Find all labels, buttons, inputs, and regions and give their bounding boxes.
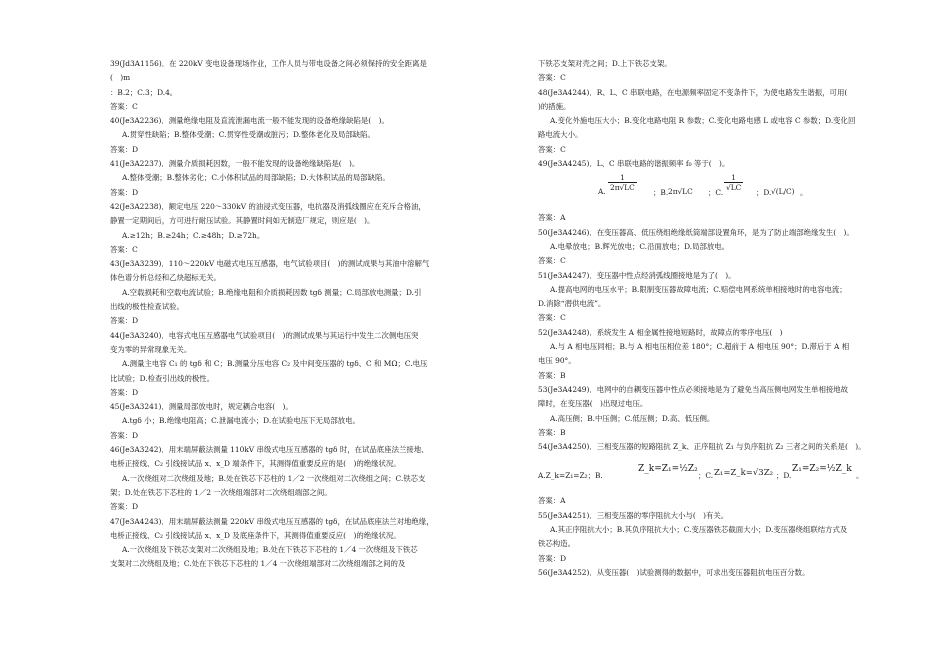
- text-line: 49(Je3A4245)．L、C 串联电路的谐振频率 f₀ 等于( )。: [538, 159, 730, 169]
- text-line: ：B.2；C.3；D.4。: [110, 87, 178, 97]
- text-line: 电桥正接线、C₂ 引线接试品 x、x_D 端条件下，其测得值重要反应的是( )的绝缘状况。: [110, 459, 401, 469]
- text-line: 答案：C: [538, 144, 566, 154]
- text-line: )的措施。: [538, 101, 571, 111]
- formula-54-option-d-label: ；D.: [776, 471, 792, 481]
- text-line: A.≥12h；B.≥24h；C.≥48h；D.≥72h。: [122, 230, 265, 240]
- text-line: A.其正序阻抗大小；B.其负序阻抗大小；C.变压器铁芯截面大小；D.变压器绕组联结方式及: [550, 525, 848, 535]
- text-line: 路电流大小。: [538, 130, 583, 140]
- text-line: 51(Je3A4247)．变压器中性点经消弧线圈接地是为了( )。: [538, 270, 736, 280]
- text-line: D.消除“潜供电流”。: [538, 299, 606, 309]
- fraction-numerator: 1: [608, 173, 637, 183]
- text-line: 43(Je3A3239)．110～220kV 电磁式电压互感器，电气试验项目( )的测试成果与其油中溶解气: [110, 259, 430, 269]
- text-line: 答案：D: [110, 387, 139, 397]
- text-line: 变为零的异常现象无关。: [110, 344, 192, 354]
- formula-49-option-b: 2π√LC: [668, 187, 693, 197]
- formula-q54: [538, 456, 890, 492]
- text-line: A.空载损耗和空载电流试验；B.绝缘电阻和介质损耗因数 tgδ 测量；C.局部放电测量；D.引: [122, 287, 422, 297]
- formula-49-option-c: [724, 173, 743, 192]
- text-line: 支架对二次绕组及地；C.处在下铁芯下芯柱的 1／4 一次绕组端部对二次绕组端部之间的及: [110, 559, 406, 569]
- text-line: 47(Je3A4243)．用末端屏蔽法测量 220kV 串级式电压互感器的 tgδ，在试品底座法兰对地绝缘，: [110, 516, 434, 526]
- text-line: A.提高电网的电压水平；B.限制变压器故障电流；C.赔偿电网系统单相接地时的电容电流；: [550, 284, 847, 294]
- fraction-denominator: √LC: [726, 183, 742, 193]
- text-line: 答案：C: [110, 244, 138, 254]
- text-line: 静置一定期间后，方可进行耐压试验。其静置时间如无制造厂规定，则应是( )。: [110, 216, 375, 226]
- text-line: A.一次绕组及下铁芯支架对二次绕组及地；B.处在下铁芯下芯柱的 1／4 一次绕组及下铁芯: [122, 545, 418, 555]
- text-line: 54(Je3A4250)．三相变压器的短路阻抗 Z_k、正序阻抗 Z₁ 与负序阻抗 Z₂ 三者之间的关系是( )。: [538, 442, 866, 452]
- text-line: 答案：B: [538, 370, 566, 380]
- questions-47-49: [538, 57, 890, 171]
- text-line: 体色谱分析总烃和乙炔超标无关。: [110, 273, 221, 283]
- fraction-denominator: 2π√LC: [610, 183, 635, 193]
- text-line: 55(Je3A4251)．三相变压器的零序阻抗大小与( )有关。: [538, 510, 729, 520]
- formula-49-option-d: √(L/C): [771, 187, 795, 197]
- formula-54-option-c-label: ；C.: [698, 471, 714, 481]
- formula-54-option-d: Z₁=Z₂=½Z_k: [792, 464, 852, 475]
- text-line: A.高压侧；B.中压侧；C.低压侧；D.高、低压侧。: [550, 413, 715, 423]
- formula-49-option-c-label: ；C.: [708, 188, 724, 198]
- fraction-numerator: 1: [724, 173, 743, 183]
- text-line: 答案：A: [538, 496, 566, 506]
- text-line: 答案：D: [110, 144, 139, 154]
- text-line: 53(Je3A4249)．电网中的自耦变压器中性点必须接地是为了避免当高压侧电网发生单相接地故: [538, 384, 849, 394]
- text-line: 答案：C: [538, 313, 566, 323]
- text-line: A.一次绕组对二次绕组及地；B.处在铁芯下芯柱的 1／2 一次绕组对二次绕组之间；C.铁芯支: [122, 473, 426, 483]
- text-line: 45(Je3A3241)．测量局部放电时，规定耦合电容( )。: [110, 402, 293, 412]
- text-line: 50(Je3A4246)．在变压器高、低压绕组绝缘纸筒端部设置角环，是为了防止端部绝缘发生( )。: [538, 227, 854, 237]
- text-line: 铁芯构造。: [538, 539, 575, 549]
- formula-54-option-b: Z_k=Z₁=½Z₂: [638, 464, 698, 475]
- text-line: ( )m: [110, 73, 131, 83]
- text-line: 56(Je3A4252)．从变压器( )试验测得的数据中，可求出变压器阻抗电压百分数。: [538, 567, 810, 577]
- questions-50-54: [538, 211, 890, 454]
- text-line: A.贯穿性缺陷；B.整体受潮；C.贯穿性受潮或脏污；D.整体老化及局部缺陷。: [122, 130, 375, 140]
- text-line: 答案：D: [110, 430, 139, 440]
- formula-49-option-b-label: ；B.: [653, 188, 669, 198]
- text-line: 41(Je3A2237)．测量介质损耗因数，一般不能发现的设备绝缘缺陷是( )。: [110, 159, 360, 169]
- text-line: 架；D.处在铁芯下芯柱的 1／2 一次绕组端部对二次绕组端部之间。: [110, 487, 332, 497]
- text-line: 答案：C: [110, 101, 138, 111]
- formula-q49: [538, 173, 890, 209]
- formula-49-end: 。: [800, 188, 808, 198]
- text-line: 答案：A: [538, 213, 566, 223]
- text-line: A.与 A 相电压同相；B.与 A 相电压相位差 180°；C.超前于 A 相电压 90°；D.滞后于 A 相: [550, 342, 850, 352]
- text-line: 障时，在变压器( )出现过电压。: [538, 399, 648, 409]
- text-line: 答案：C: [538, 256, 566, 266]
- formula-54-option-a: A.Z_k=Z₁=Z₂；B.: [538, 471, 603, 481]
- text-line: A.整体受潮；B.整体劣化；C.小体积试品的局部缺陷；D.大体积试品的局部缺陷。: [122, 173, 390, 183]
- text-line: 48(Je3A4244)．R、L、C 串联电路，在电源频率固定不变条件下，为使电路发生谐振，可用(: [538, 87, 848, 97]
- text-line: 40(Je3A2236)．测量绝缘电阻及直流泄漏电流一般不能发现的设备绝缘缺陷是( )。: [110, 116, 389, 126]
- text-line: 答案：D: [538, 553, 567, 563]
- text-line: 下铁芯支架对壳之间；D.上下铁芯支架。: [538, 59, 672, 68]
- formula-49-option-a: [608, 173, 637, 192]
- text-line: A.变化外施电压大小；B.变化电路电阻 R 参数；C.变化电路电感 L 或电容 C 参数；D.变化回: [550, 116, 856, 126]
- text-line: 答案：D: [110, 187, 139, 197]
- text-line: 电压 90°。: [538, 356, 576, 366]
- text-line: 电桥正接线、C₂ 引线接试品 x、x_D 及底座条件下，其测得值重要反应( )的绝缘状况。: [110, 530, 401, 540]
- formula-54-end: 。: [856, 471, 864, 481]
- text-line: 答案：C: [538, 73, 566, 83]
- text-line: 46(Je3A3242)．用末端屏蔽法测量 110kV 串级式电压互感器的 tgδ 时，在试品底座法兰接地、: [110, 445, 429, 455]
- text-line: A.tgδ 小；B.绝缘电阻高；C.泄漏电流小；D.在试验电压下无局部放电。: [122, 416, 360, 426]
- text-line: 52(Je3A4248)．系统发生 A 相金属性接地短路时，故障点的零序电压( ): [538, 327, 783, 337]
- text-line: 答案：D: [110, 502, 139, 512]
- questions-55-56: [538, 494, 890, 580]
- text-line: 44(Je3A3240)．电容式电压互感器电气试验项目( )的测试成果与其运行中发生二次侧电压突: [110, 330, 419, 340]
- text-line: 42(Je3A2238)．额定电压 220～330kV 的油浸式变压器，电抗器及消弧线圈应在充斥合格油，: [110, 201, 426, 211]
- text-line: A.测量主电容 C₁ 的 tgδ 和 C；B.测量分压电容 C₂ 及中间变压器的 tgδ、C 和 MΩ；C.电压: [122, 359, 428, 369]
- left-column: [110, 57, 470, 572]
- formula-49-option-a-label: A.: [598, 187, 606, 197]
- text-line: 出线的极性检查试验。: [110, 302, 184, 312]
- formula-49-option-d-label: ；D.: [756, 188, 772, 198]
- formula-54-option-c: Z₁=Z_k=√3Z₂: [714, 468, 774, 479]
- text-line: 比试验；D.检查引出线的极性。: [110, 373, 215, 383]
- text-line: A.电晕放电；B.辉光放电；C.沿面放电；D.局部放电。: [550, 241, 730, 251]
- text-line: 39(Jd3A1156)．在 220kV 变电设备现场作业，工作人员与带电设备之间必须保持的安全距离是: [110, 59, 427, 68]
- text-line: 答案：B: [538, 427, 566, 437]
- right-column: [538, 57, 890, 580]
- text-line: 答案：D: [110, 316, 139, 326]
